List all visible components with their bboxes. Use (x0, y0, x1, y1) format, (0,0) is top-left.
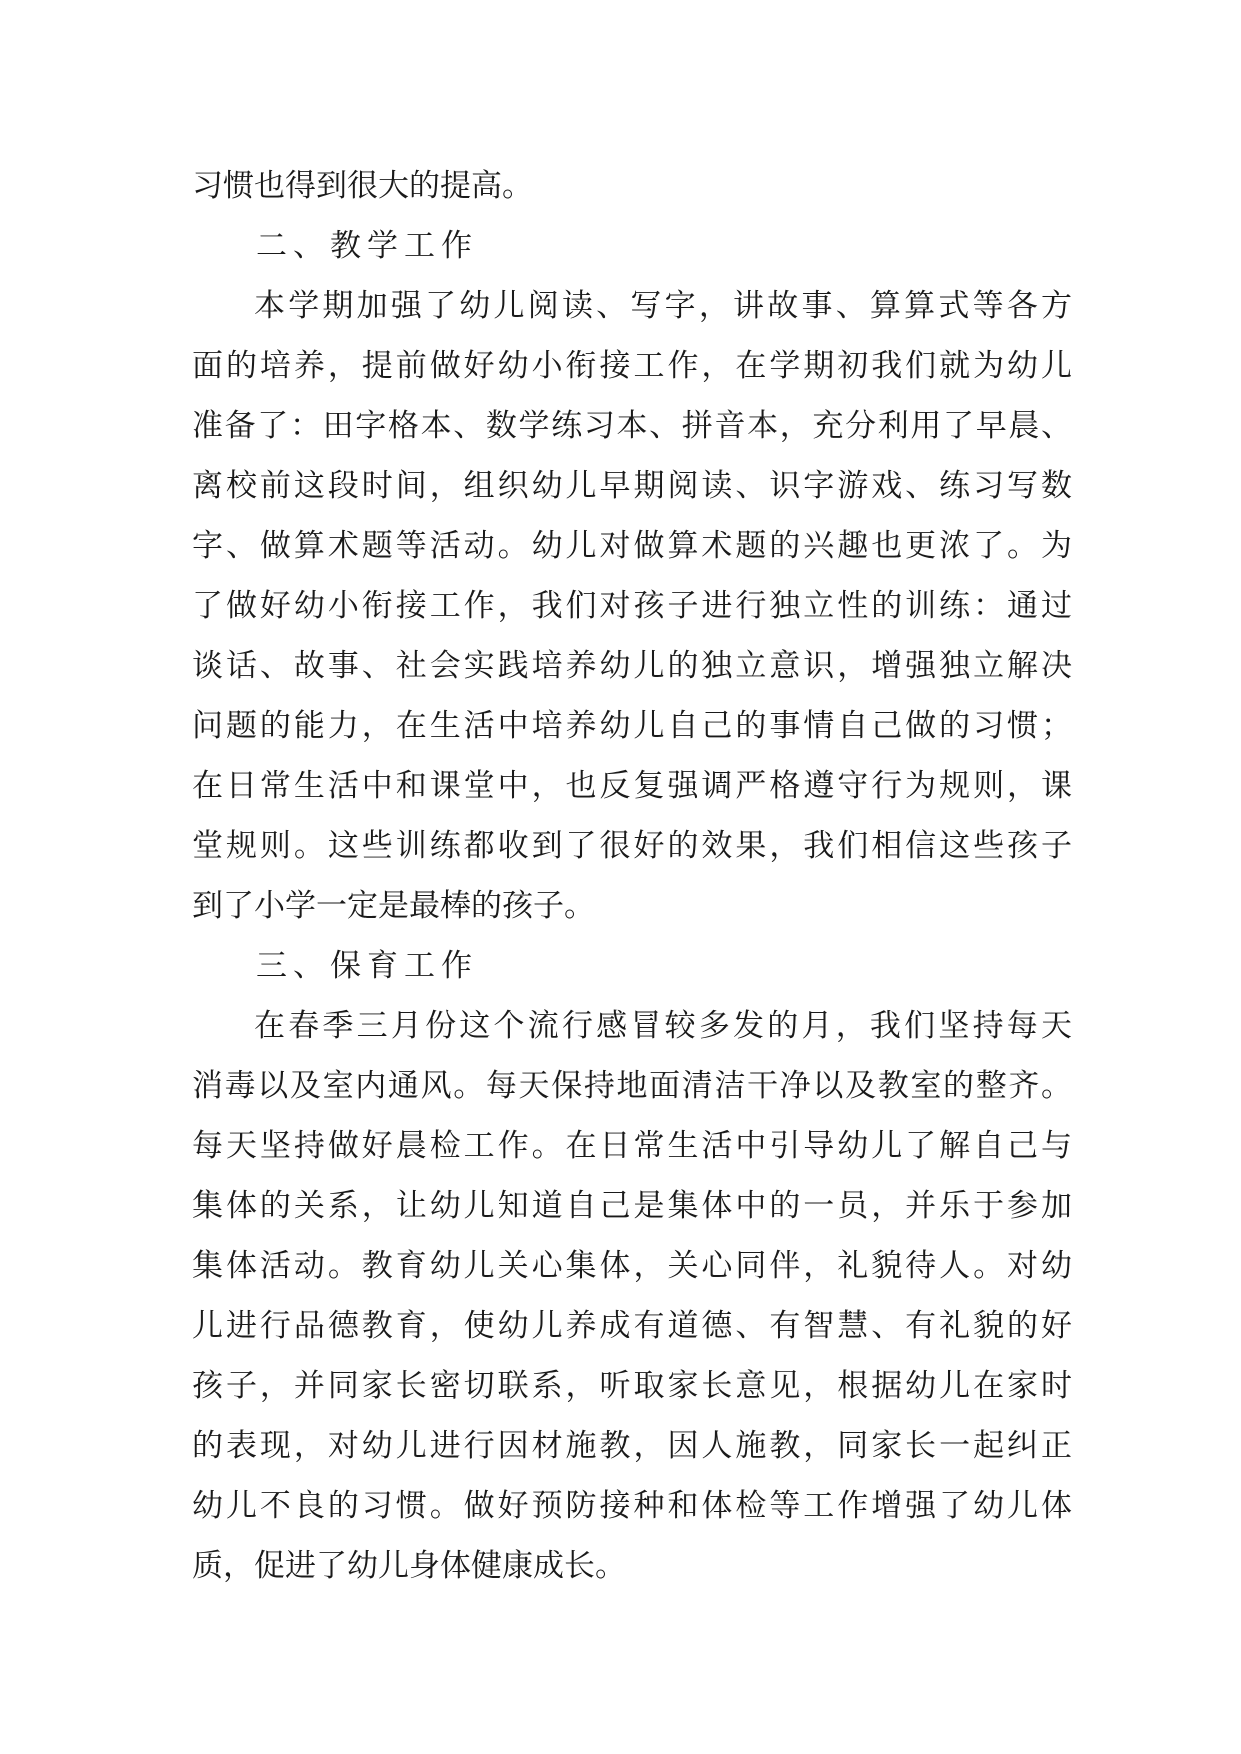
paragraph-line: 准备了：田字格本、数学练习本、拼音本，充分利用了早晨、 (192, 408, 1072, 444)
paragraph-line: 堂规则。这些训练都收到了很好的效果，我们相信这些孩子 (192, 828, 1072, 864)
paragraph-line: 字、做算术题等活动。幼儿对做算术题的兴趣也更浓了。为 (192, 528, 1072, 564)
paragraph-line: 在日常生活中和课堂中，也反复强调严格遵守行为规则，课 (192, 768, 1072, 804)
paragraph-line: 问题的能力，在生活中培养幼儿自己的事情自己做的习惯； (192, 708, 1072, 744)
paragraph-line: 集体的关系，让幼儿知道自己是集体中的一员，并乐于参加 (192, 1188, 1072, 1224)
paragraph-line: 孩子，并同家长密切联系，听取家长意见，根据幼儿在家时 (192, 1368, 1072, 1404)
paragraph-line: 习惯也得到很大的提高。 (192, 168, 533, 204)
paragraph-line: 了做好幼小衔接工作，我们对孩子进行独立性的训练：通过 (192, 588, 1072, 624)
paragraph-line: 到了小学一定是最棒的孩子。 (192, 888, 595, 924)
paragraph-line: 本学期加强了幼儿阅读、写字，讲故事、算算式等各方 (254, 288, 1072, 324)
section-heading-care: 三、保育工作 (256, 948, 478, 984)
paragraph-line: 幼儿不良的习惯。做好预防接种和体检等工作增强了幼儿体 (192, 1488, 1072, 1524)
paragraph-line: 在春季三月份这个流行感冒较多发的月，我们坚持每天 (254, 1008, 1072, 1044)
paragraph-line: 面的培养，提前做好幼小衔接工作，在学期初我们就为幼儿 (192, 348, 1072, 384)
paragraph-line: 质，促进了幼儿身体健康成长。 (192, 1548, 626, 1584)
paragraph-line: 儿进行品德教育，使幼儿养成有道德、有智慧、有礼貌的好 (192, 1308, 1072, 1344)
paragraph-line: 的表现，对幼儿进行因材施教，因人施教，同家长一起纠正 (192, 1428, 1072, 1464)
section-heading-teaching: 二、教学工作 (256, 228, 478, 264)
paragraph-line: 离校前这段时间，组织幼儿早期阅读、识字游戏、练习写数 (192, 468, 1072, 504)
paragraph-line: 消毒以及室内通风。每天保持地面清洁干净以及教室的整齐。 (192, 1068, 1072, 1104)
paragraph-line: 谈话、故事、社会实践培养幼儿的独立意识，增强独立解决 (192, 648, 1072, 684)
paragraph-line: 每天坚持做好晨检工作。在日常生活中引导幼儿了解自己与 (192, 1128, 1072, 1164)
paragraph-line: 集体活动。教育幼儿关心集体，关心同伴，礼貌待人。对幼 (192, 1248, 1072, 1284)
document-body (192, 156, 1072, 1596)
